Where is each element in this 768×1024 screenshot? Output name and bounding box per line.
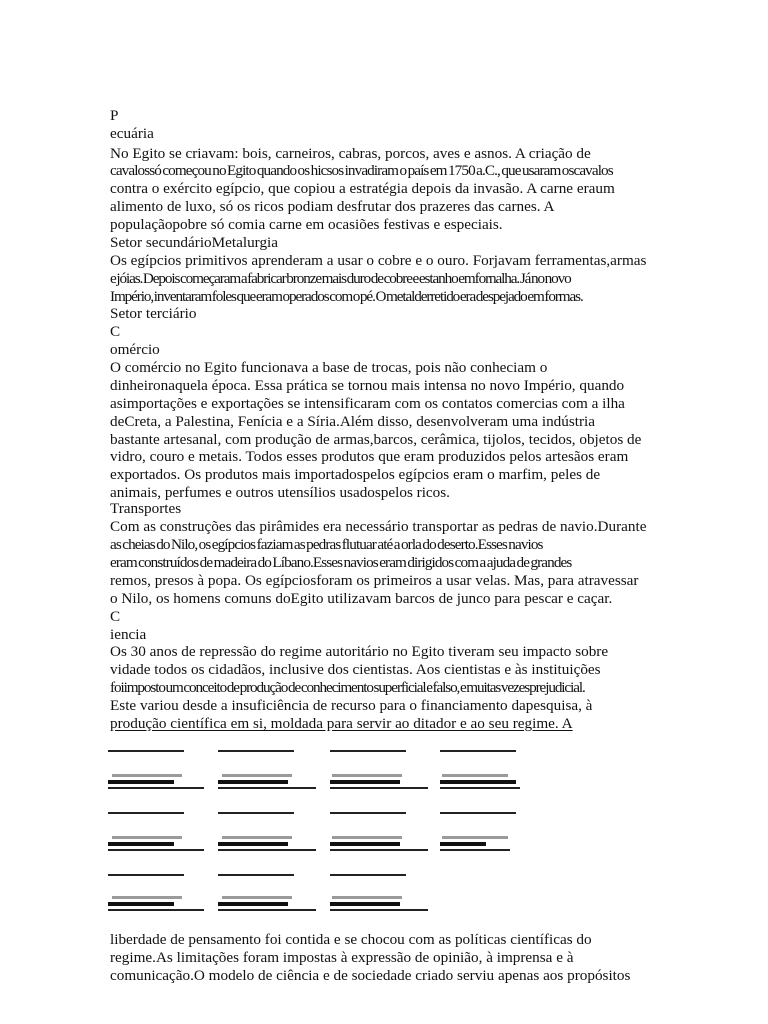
- text-line: produção científica em si, moldada para servir ao ditador e ao seu regime. A: [110, 715, 573, 732]
- text-line: exportados. Os produtos mais importadospelos egípcios eram o marfim, peles de: [110, 466, 601, 483]
- heading-letter: C: [110, 323, 121, 340]
- heading-letter: P: [110, 107, 119, 124]
- text-line: eram construídos de madeira do Líbano.Esses navios eram dirigidos com a ajuda de grandes: [110, 554, 572, 571]
- text-line: populaçãopobre só comia carne em ocasiões festivas e especiais.: [110, 216, 503, 233]
- garbled-rule-artifacts: [108, 740, 528, 920]
- text-line: as cheias do Nilo, os egípcios faziam as pedras flutuar até a orla do deserto.Esses navios: [110, 536, 543, 553]
- text-line: vidro, couro e metais. Todos esses produtos que eram produzidos pelos artesãos eram: [110, 448, 629, 465]
- text-line: comunicação.O modelo de ciência e de sociedade criado serviu apenas aos propósitos: [110, 967, 631, 984]
- text-line: deCreta, a Palestina, Fenícia e a Síria.Além disso, desenvolveram uma indústria: [110, 413, 596, 430]
- text-line: liberdade de pensamento foi contida e se chocou com as políticas científicas do: [110, 931, 592, 948]
- text-line: alimento de luxo, só os ricos podiam desfrutar dos prazeres das carnes. A: [110, 198, 555, 215]
- heading-comercio: omércio: [110, 341, 160, 358]
- heading-setor-secundario: Setor secundárioMetalurgia: [110, 234, 278, 251]
- text-line: Este variou desde a insuficiência de recurso para o financiamento dapesquisa, à: [110, 697, 593, 714]
- text-line: Com as construções das pirâmides era necessário transportar as pedras de navio.Durante: [110, 518, 647, 535]
- text-line: cavalossó começou no Egito quando os hicsos invadiram o país em 1750 a.C., que usaram oscavalos: [110, 162, 613, 179]
- text-line: e jóias. Depois começaram a fabricar bronze mais duro de cobre e estanho emfornalha. Já no novo: [110, 270, 571, 287]
- text-line: regime.As limitações foram impostas à expressão de opinião, à imprensa e à: [110, 949, 574, 966]
- text-line: O comércio no Egito funcionava a base de trocas, pois não conheciam o: [110, 359, 548, 376]
- text-line: bastante artesanal, com produção de armas,barcos, cerâmica, tijolos, tecidos, objetos de: [110, 431, 642, 448]
- text-line: Império, inventaram foles que eram operados com o pé. O metalderretido era despejado em formas.: [110, 288, 583, 305]
- heading-ciencia: iencia: [110, 626, 147, 643]
- heading-setor-terciario: Setor terciário: [110, 305, 197, 322]
- text-line: Os egípcios primitivos aprenderam a usar o cobre e o ouro. Forjavam ferramentas,armas: [110, 252, 647, 269]
- text-line: o Nilo, os homens comuns doEgito utilizavam barcos de junco para pescar e caçar.: [110, 590, 613, 607]
- heading-letter: C: [110, 608, 121, 625]
- text-line: remos, presos à popa. Os egípciosforam os primeiros a usar velas. Mas, para atravessar: [110, 572, 639, 589]
- heading-transportes: Transportes: [110, 500, 182, 517]
- text-line: animais, perfumes e outros utensílios usadospelos ricos.: [110, 484, 450, 501]
- text-line: dinheironaquela época. Essa prática se tornou mais intensa no novo Império, quando: [110, 377, 625, 394]
- text-line: foiimposto um conceito de produção de conhecimento superficial e falso, e muitas vezesprejudicial.: [110, 679, 585, 696]
- text-line: vidade todos os cidadãos, inclusive dos cientistas. Aos cientistas e às instituições: [110, 661, 601, 678]
- heading-pecuaria: ecuária: [110, 125, 154, 142]
- text-line: contra o exército egípcio, que copiou a estratégia depois da invasão. A carne eraum: [110, 180, 615, 197]
- text-line: asimportações e exportações se intensificaram com os contatos comercias com a ilha: [110, 395, 625, 412]
- text-line: No Egito se criavam: bois, carneiros, cabras, porcos, aves e asnos. A criação de: [110, 145, 591, 162]
- text-line: Os 30 anos de repressão do regime autoritário no Egito tiveram seu impacto sobre: [110, 643, 609, 660]
